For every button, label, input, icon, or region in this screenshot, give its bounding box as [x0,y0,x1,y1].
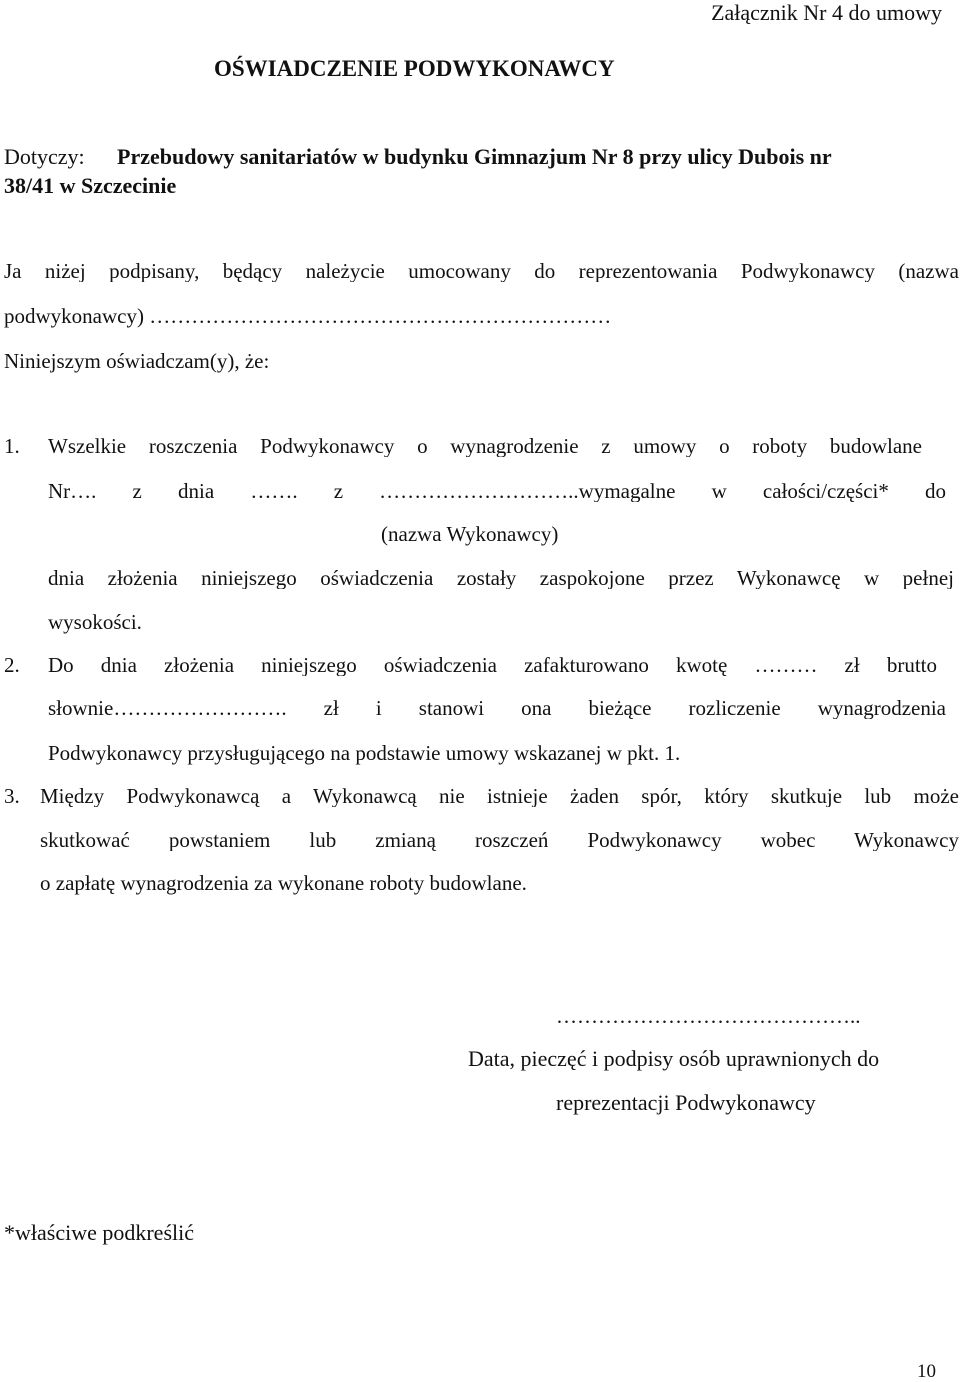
subject-label: Dotyczy: [4,144,85,169]
item-2-line3: Podwykonawcy przysługującego na podstawie umowy wskazanej w pkt. 1. [48,741,681,765]
item-2-line1: Do dnia złożenia niniejszego oświadczenia zafakturowano kwotę ……… zł brutto [48,655,937,676]
item-2-line2: słownie……………………. zł i stanowi ona bieżące rozliczenie wynagrodzenia [48,698,946,719]
signature-caption-line2: reprezentacji Podwykonawcy [556,1090,816,1115]
subject-title-line2: 38/41 w Szczecinie [4,173,177,198]
subject-title-line1: Przebudowy sanitariatów w budynku Gimnazjum Nr 8 przy ulicy Dubois nr [117,144,832,169]
item-1-line3: (nazwa Wykonawcy) [381,522,559,546]
item-1-number: 1. [4,434,20,458]
document-title: OŚWIADCZENIE PODWYKONAWCY [214,56,615,81]
intro-line2: podwykonawcy) ………………………………………………………… [4,304,612,328]
annex-label: Załącznik Nr 4 do umowy [711,0,942,25]
item-1-line5: wysokości. [48,610,142,634]
item-1-line4: dnia złożenia niniejszego oświadczenia zostały zaspokojone przez Wykonawcę w pełnej [48,568,954,589]
item-3-line2: skutkować powstaniem lub zmianą roszczeń Podwykonawcy wobec Wykonawcy [40,830,959,851]
item-1-line1: Wszelkie roszczenia Podwykonawcy o wynagrodzenie z umowy o roboty budowlane [48,436,922,457]
intro-line1: Ja niżej podpisany, będący należycie umocowany do reprezentowania Podwykonawcy (nazwa [4,261,959,282]
item-1-line2: Nr…. z dnia ……. z ………………………..wymagalne w całości/części* do [48,481,946,502]
footnote: *właściwe podkreślić [4,1220,194,1245]
page-number: 10 [917,1361,936,1382]
signature-line: …………………………………….. [556,1004,861,1028]
signature-caption-line1: Data, pieczęć i podpisy osób uprawnionych do [468,1046,880,1071]
item-3-line3: o zapłatę wynagrodzenia za wykonane roboty budowlane. [40,871,527,895]
item-3-line1: Między Podwykonawcą a Wykonawcą nie istnieje żaden spór, który skutkuje lub może [40,786,959,807]
intro-line3: Niniejszym oświadczam(y), że: [4,349,270,373]
item-2-number: 2. [4,653,20,677]
item-3-number: 3. [4,784,20,808]
